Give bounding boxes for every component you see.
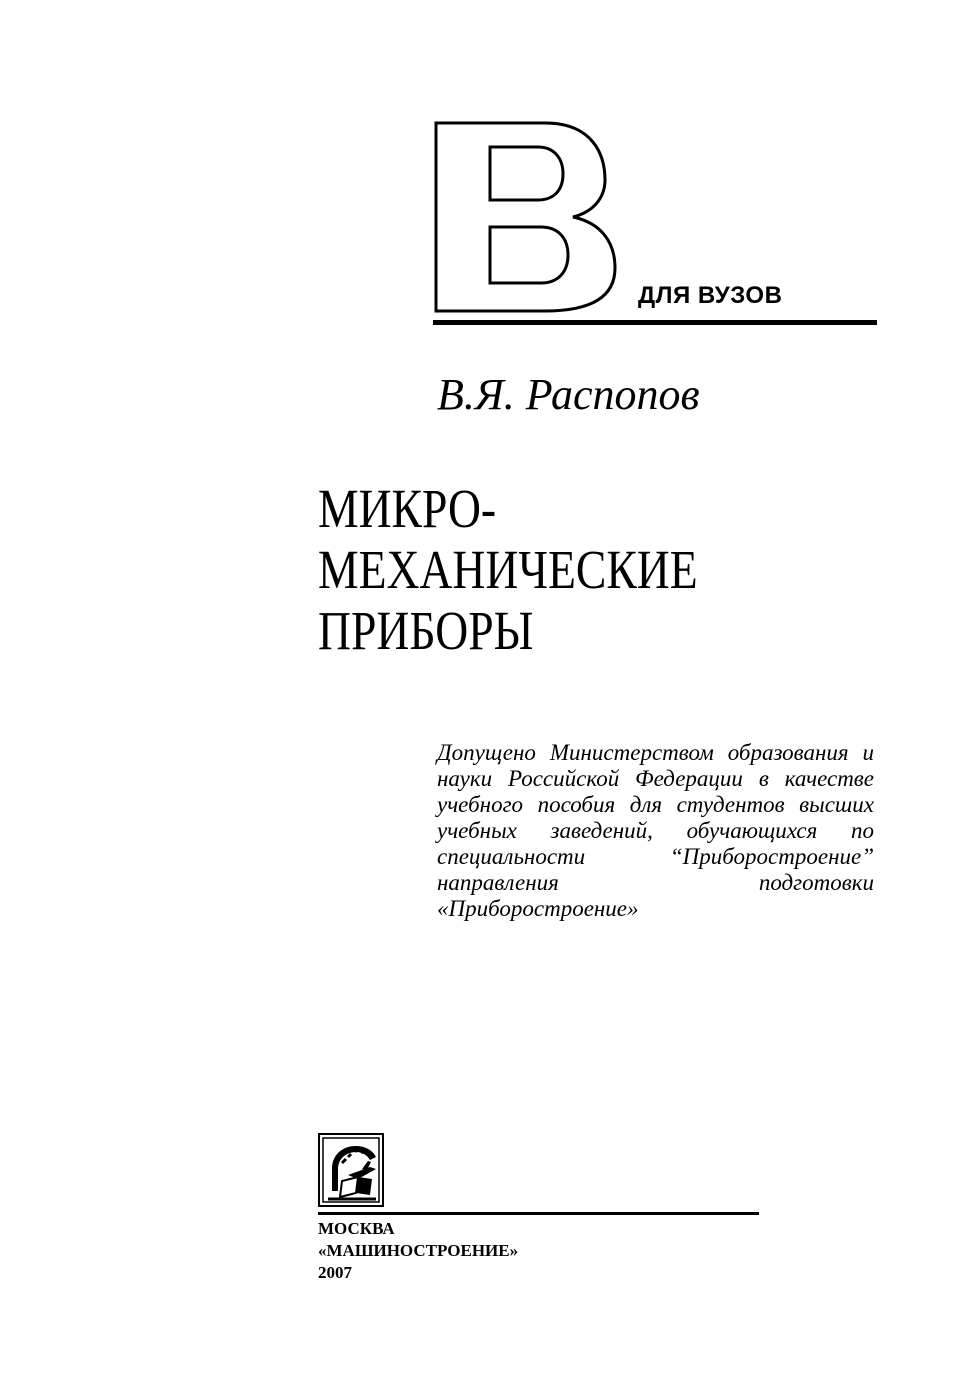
author-name: В.Я. Распопов xyxy=(437,370,700,419)
publisher-name: «МАШИНОСТРОЕНИЕ» xyxy=(318,1241,519,1260)
title-line-1: МИКРО- xyxy=(318,478,497,539)
book-title xyxy=(318,478,698,661)
series-letter-logo xyxy=(433,120,623,314)
top-divider xyxy=(433,320,877,325)
publisher-city: МОСКВА xyxy=(318,1219,395,1238)
publication-year: 2007 xyxy=(318,1263,352,1282)
series-label: ДЛЯ ВУЗОВ xyxy=(638,282,783,309)
title-line-3: ПРИБОРЫ xyxy=(318,600,534,661)
bottom-divider xyxy=(318,1212,759,1215)
approval-note: Допущено Министерством образования и науки Российской Федерации в качестве учебного пособия для студентов высших учебных заведений, обучающихся по специальности “Приборостроение” направления подготовки «Приборостроение» xyxy=(437,740,874,921)
publisher-logo xyxy=(318,1133,384,1207)
publisher-imprint xyxy=(318,1218,518,1284)
title-line-2: МЕХАНИЧЕСКИЕ xyxy=(318,539,698,600)
